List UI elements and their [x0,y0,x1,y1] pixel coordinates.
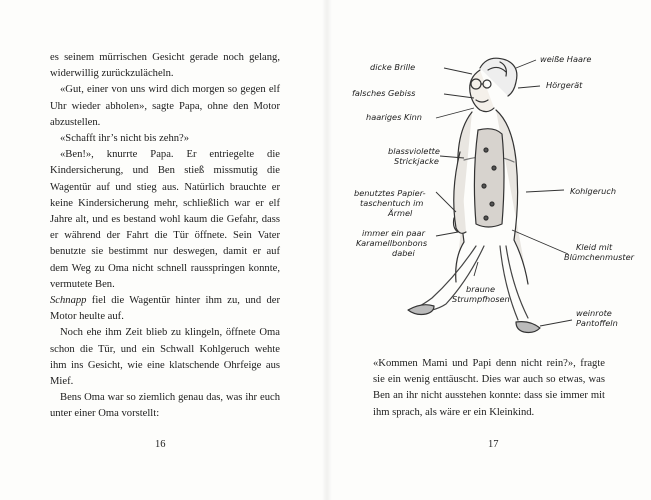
left-page-text [50,50,280,423]
label-pantoffeln-1: weinrote [576,308,612,318]
label-falsches-gebiss: falsches Gebiss [352,88,416,98]
paragraph: Noch ehe ihm Zeit blieb zu klingeln, öffnete Oma schon die Tür, und ein Schwall Kohlgeruch wehte ihm ins Gesicht, wie eine klatschende Ohrfeige aus Mief. [50,327,280,388]
label-karamell-3: dabei [392,248,415,258]
paragraph: «Gut, einer von uns wird dich morgen so gegen elf Uhr wieder abholen», sagte Papa, ohne den Motor abzustellen. [50,84,280,128]
label-karamell-1: immer ein paar [362,228,425,238]
paragraph: Bens Oma war so ziemlich genau das, was ihr euch unter einer Oma vorstellt: [50,392,280,420]
paragraph-rest: fiel die Wagentür hinter ihm zu, und der Motor heulte auf. [50,295,280,323]
label-strickjacke-2: Strickjacke [394,156,439,166]
label-dicke-brille: dicke Brille [370,62,416,72]
grandma-illustration [340,40,640,360]
paragraph: «Schafft ihr’s nicht bis zehn?» [60,133,190,145]
label-hoergeraet: Hörgerät [546,80,583,90]
label-pantoffeln-2: Pantoffeln [576,318,618,328]
label-kleid-2: Blümchenmuster [564,252,635,262]
book-gutter [322,0,332,500]
label-weisse-haare: weiße Haare [540,54,592,64]
right-page-text [373,356,605,421]
label-taschentuch-3: Ärmel [388,208,413,218]
paragraph: «Kommen Mami und Papi denn nicht rein?», fragte sie ein wenig enttäuscht. Dies war auch so etwas, was Ben an ihr nicht ausstehen konnte: dass sie immer mit ihm sprach, als wäre er ein Kleinkind. [373,358,605,418]
paragraph: es seinem mürrischen Gesicht gerade noch gelang, widerwillig zurückzulächeln. [50,52,280,80]
page-number-left: 16 [155,439,166,450]
label-taschentuch-1: benutztes Papier- [354,188,426,198]
label-haariges-kinn: haariges Kinn [366,112,422,122]
label-strumpf-1: braune [466,284,495,294]
label-karamell-2: Karamellbonbons [356,238,428,248]
label-kleid-1: Kleid mit [576,242,613,252]
paragraph [50,293,280,325]
label-strumpf-2: Strumpfhosen [452,294,510,304]
label-strickjacke-1: blassviolette [388,146,440,156]
paragraph: «Ben!», knurrte Papa. Er entriegelte die Kindersicherung, und Ben stieß missmutig die Wagentür auf und stieg aus. Natürlich brauchte er keine Kindersicherung mehr, schließlich war er elf Jahre alt, und es bestand wohl kaum die Gefahr, dass er während der Fahrt die Tür öffnete. Sein Vater benutzte sie bestimmt nur deswegen, damit er auf dem Weg zu Oma nicht schnell rausspringen konnte, vermutete Ben. [50,149,280,290]
labels-right [540,54,635,328]
page-number-right: 17 [488,439,499,450]
label-taschentuch-2: taschentuch im [360,198,424,208]
italic-lead: Schnapp [50,295,87,307]
label-kohlgeruch: Kohlgeruch [570,186,617,196]
